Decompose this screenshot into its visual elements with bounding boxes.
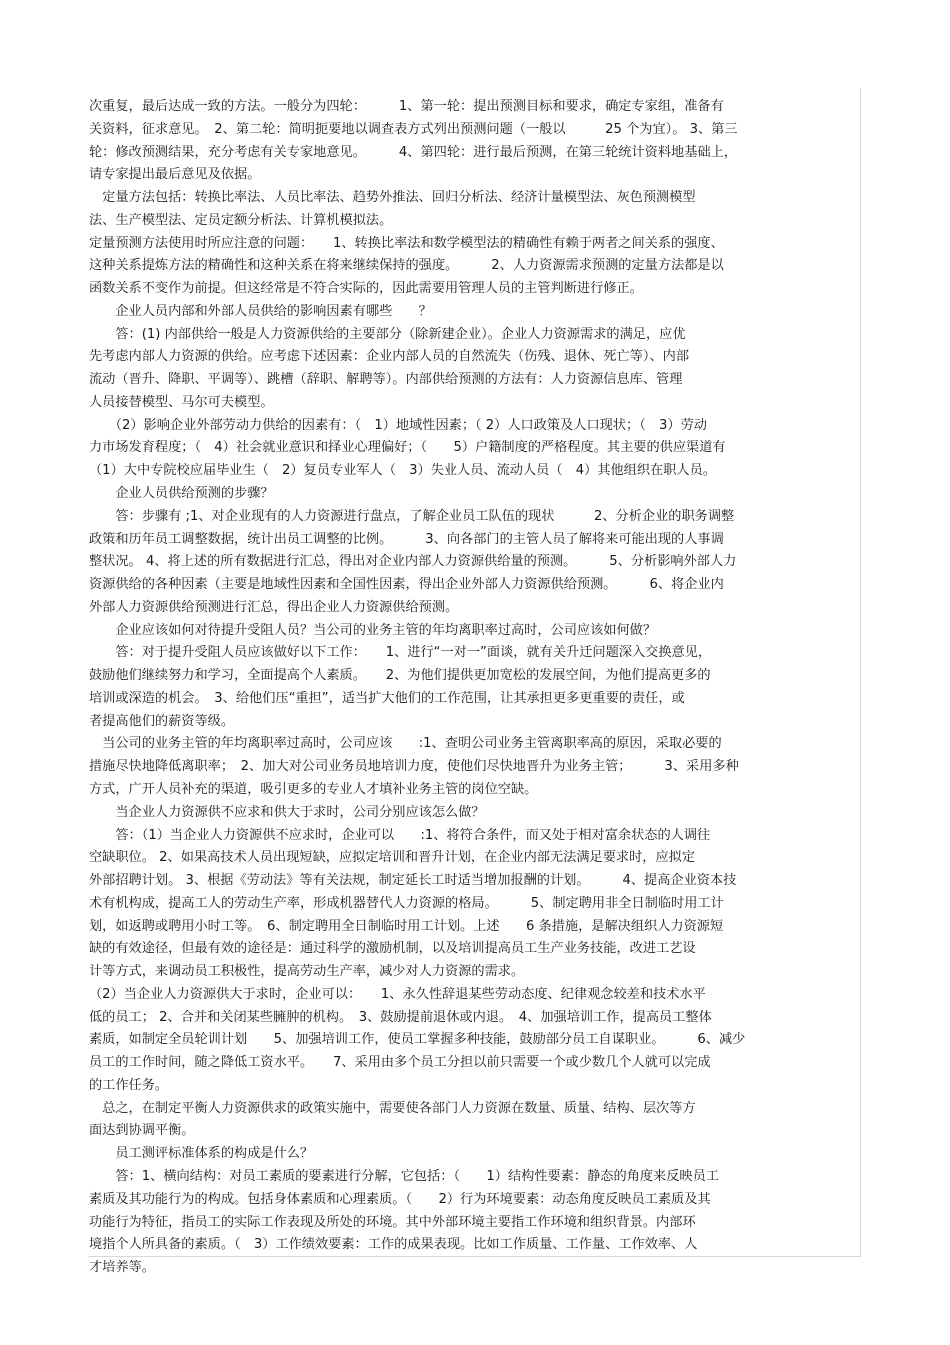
text-line: 关资料，征求意见。 2、第二轮：简明扼要地以调查表方式列出预测问题（一般以 25 个为宜）。 3、第三 bbox=[89, 121, 738, 137]
text-line: 请专家提出最后意见及依据。 bbox=[89, 167, 261, 183]
text-line: 先考虑内部人力资源的供给。应考虑下述因素：企业内部人员的自然流失（伤残、退休、死亡等）、内部 bbox=[89, 349, 690, 365]
text-line: 函数关系不变作为前提。但这经常是不符合实际的，因此需要用管理人员的主管判断进行修正。 bbox=[89, 281, 643, 297]
text-line: 整状况。 4、将上述的所有数据进行汇总，得出对企业内部人力资源供给量的预测。 5、分析影响外部人力 bbox=[89, 554, 737, 570]
text-line: 外部招聘计划。 3、根据《劳动法》等有关法规，制定延长工时适当增加报酬的计划。 4、提高企业资本技 bbox=[89, 873, 737, 889]
text-line: 的工作任务。 bbox=[89, 1077, 169, 1093]
text-line: 答：步骤有 ;1、对企业现有的人力资源进行盘点，了解企业员工队伍的现状 2、分析企业的职务调整 bbox=[89, 508, 735, 524]
text-line: 措施尽快地降低离职率； 2、加大对公司业务员地培训力度，使他们尽快地晋升为业务主管； 3、采用多种 bbox=[89, 759, 739, 775]
text-line: 方式，广开人员补充的渠道，吸引更多的专业人才填补业务主管的岗位空缺。 bbox=[89, 781, 538, 797]
text-line: 企业人员内部和外部人员供给的影响因素有哪些 ？ bbox=[89, 303, 432, 319]
text-line: 答：（1）当企业人力资源供不应求时，企业可以 :1、将符合条件，而又处于相对富余状态的人调往 bbox=[89, 827, 711, 843]
text-line: 流动（晋升、降职、平调等）、跳槽（辞职、解聘等）。内部供给预测的方法有：人力资源信息库、管理 bbox=[89, 372, 683, 388]
text-line: 这种关系提炼方法的精确性和这种关系在将来继续保持的强度。 2、人力资源需求预测的定量方法都是以 bbox=[89, 258, 724, 274]
text-line: 培训或深造的机会。 3、给他们压“重担”，适当扩大他们的工作范围，让其承担更多更重要的责任，或 bbox=[89, 690, 685, 706]
text-line: 次重复，最后达成一致的方法。一般分为四轮： 1、第一轮：提出预测目标和要求，确定专家组，准备有 bbox=[89, 99, 724, 114]
text-line: 人员接替模型、马尔可夫模型。 bbox=[89, 394, 274, 410]
text-line: 轮：修改预测结果，充分考虑有关专家地意见。 4、第四轮：进行最后预测，在第三轮统计资料地基础上， bbox=[89, 144, 737, 160]
text-line: 外部人力资源供给预测进行汇总，得出企业人力资源供给预测。 bbox=[89, 599, 459, 615]
text-line: 当企业人力资源供不应求和供大于求时，公司分别应该怎么做？ bbox=[89, 804, 485, 820]
text-line: 素质，如制定全员轮训计划 5、加强培训工作，使员工掌握多种技能，鼓励部分员工自谋职业。 6、减少 bbox=[89, 1032, 746, 1048]
text-line: 术有机构成，提高工人的劳动生产率，形成机器替代人力资源的格局。 5、制定聘用非全日制临时用工计 bbox=[89, 895, 724, 911]
text-line: 答：对于提升受阻人员应该做好以下工作： 1、进行“一对一”面谈，就有关升迁问题深入交换意见， bbox=[89, 645, 712, 661]
text-line: 面达到协调平衡。 bbox=[89, 1123, 195, 1139]
document-body bbox=[89, 96, 859, 1280]
text-line: 缺的有效途径，但最有效的途径是：通过科学的激励机制，以及培训提高员工生产业务技能，改进工艺设 bbox=[89, 941, 696, 957]
text-line: 者提高他们的薪资等级。 bbox=[89, 713, 235, 729]
text-line: （2）当企业人力资源供大于求时，企业可以： 1、永久性辞退某些劳动态度、纪律观念较差和技术水平 bbox=[89, 986, 706, 1002]
text-line: 境指个人所具备的素质。（ 3）工作绩效要素：工作的成果表现。比如工作质量、工作量、工作效率、人 bbox=[89, 1237, 698, 1253]
text-line: 才培养等。 bbox=[89, 1260, 155, 1276]
text-line: 定量预测方法使用时所应注意的问题： 1、转换比率法和数学模型法的精确性有赖于两者之间关系的强度、 bbox=[89, 235, 724, 251]
text-line: 力市场发育程度；（ 4）社会就业意识和择业心理偏好；（ 5）户籍制度的严格程度。其主要的供应渠道有 bbox=[89, 440, 726, 456]
text-line: 员工测评标准体系的构成是什么？ bbox=[89, 1146, 314, 1162]
text-line: 企业人员供给预测的步骤？ bbox=[89, 486, 274, 502]
text-line: 总之，在制定平衡人力资源供求的政策实施中，需要使各部门人力资源在数量、质量、结构、层次等方 bbox=[89, 1100, 696, 1116]
text-line: 政策和历年员工调整数据，统计出员工调整的比例。 3、向各部门的主管人员了解将来可能出现的人事调 bbox=[89, 531, 724, 547]
text-line: 低的员工； 2、合并和关闭某些臃肿的机构。 3、鼓励提前退休或内退。 4、加强培训工作，提高员工整体 bbox=[89, 1009, 712, 1025]
text-line: 定量方法包括：转换比率法、人员比率法、趋势外推法、回归分析法、经济计量模型法、灰色预测模型 bbox=[89, 190, 696, 206]
text-line: 素质及其功能行为的构成。包括身体素质和心理素质。（ 2）行为环境要素：动态角度反映员工素质及其 bbox=[89, 1191, 711, 1207]
text-line: 计等方式，来调动员工积极性，提高劳动生产率，减少对人力资源的需求。 bbox=[89, 964, 525, 980]
text-line: 企业应该如何对待提升受阻人员？当公司的业务主管的年均离职率过高时，公司应该如何做？ bbox=[89, 622, 657, 638]
text-line: 鼓励他们继续努力和学习，全面提高个人素质。 2、为他们提供更加宽松的发展空间，为他们提高更多的 bbox=[89, 668, 711, 684]
text-line: 法、生产模型法、定员定额分析法、计算机模拟法。 bbox=[89, 212, 393, 228]
text-line: 当公司的业务主管的年均离职率过高时，公司应该 :1、查明公司业务主管离职率高的原因，采取必要的 bbox=[89, 736, 722, 752]
text-line: 资源供给的各种因素（主要是地域性因素和全国性因素，得出企业外部人力资源供给预测。 6、将企业内 bbox=[89, 577, 724, 593]
text-line: 答：(1) 内部供给一般是人力资源供给的主要部分（除新建企业）。企业人力资源需求的满足，应优 bbox=[89, 326, 686, 342]
text-line: 空缺职位。 2、如果高技术人员出现短缺，应拟定培训和晋升计划，在企业内部无法满足要求时，应拟定 bbox=[89, 850, 696, 866]
text-line: 功能行为特征，指员工的实际工作表现及所处的环境。其中外部环境主要指工作环境和组织背景。内部环 bbox=[89, 1214, 696, 1230]
text-line: 员工的工作时间，随之降低工资水平。 7、采用由多个员工分担以前只需要一个或少数几个人就可以完成 bbox=[89, 1055, 711, 1071]
text-line: 划，如返聘或聘用小时工等。 6、制定聘用全日制临时用工计划。上述 6 条措施，是解决组织人力资源短 bbox=[89, 918, 724, 934]
text-line: 答：1、横向结构：对员工素质的要素进行分解，它包括：（ 1）结构性要素：静态的角度来反映员工 bbox=[89, 1168, 719, 1184]
text-line: （2）影响企业外部劳动力供给的因素有：（ 1）地域性因素；（ 2）人口政策及人口现状；（ 3）劳动 bbox=[89, 417, 707, 433]
text-line: （1）大中专院校应届毕业生（ 2）复员专业军人（ 3）失业人员、流动人员（ 4）其他组织在职人员。 bbox=[89, 463, 716, 479]
